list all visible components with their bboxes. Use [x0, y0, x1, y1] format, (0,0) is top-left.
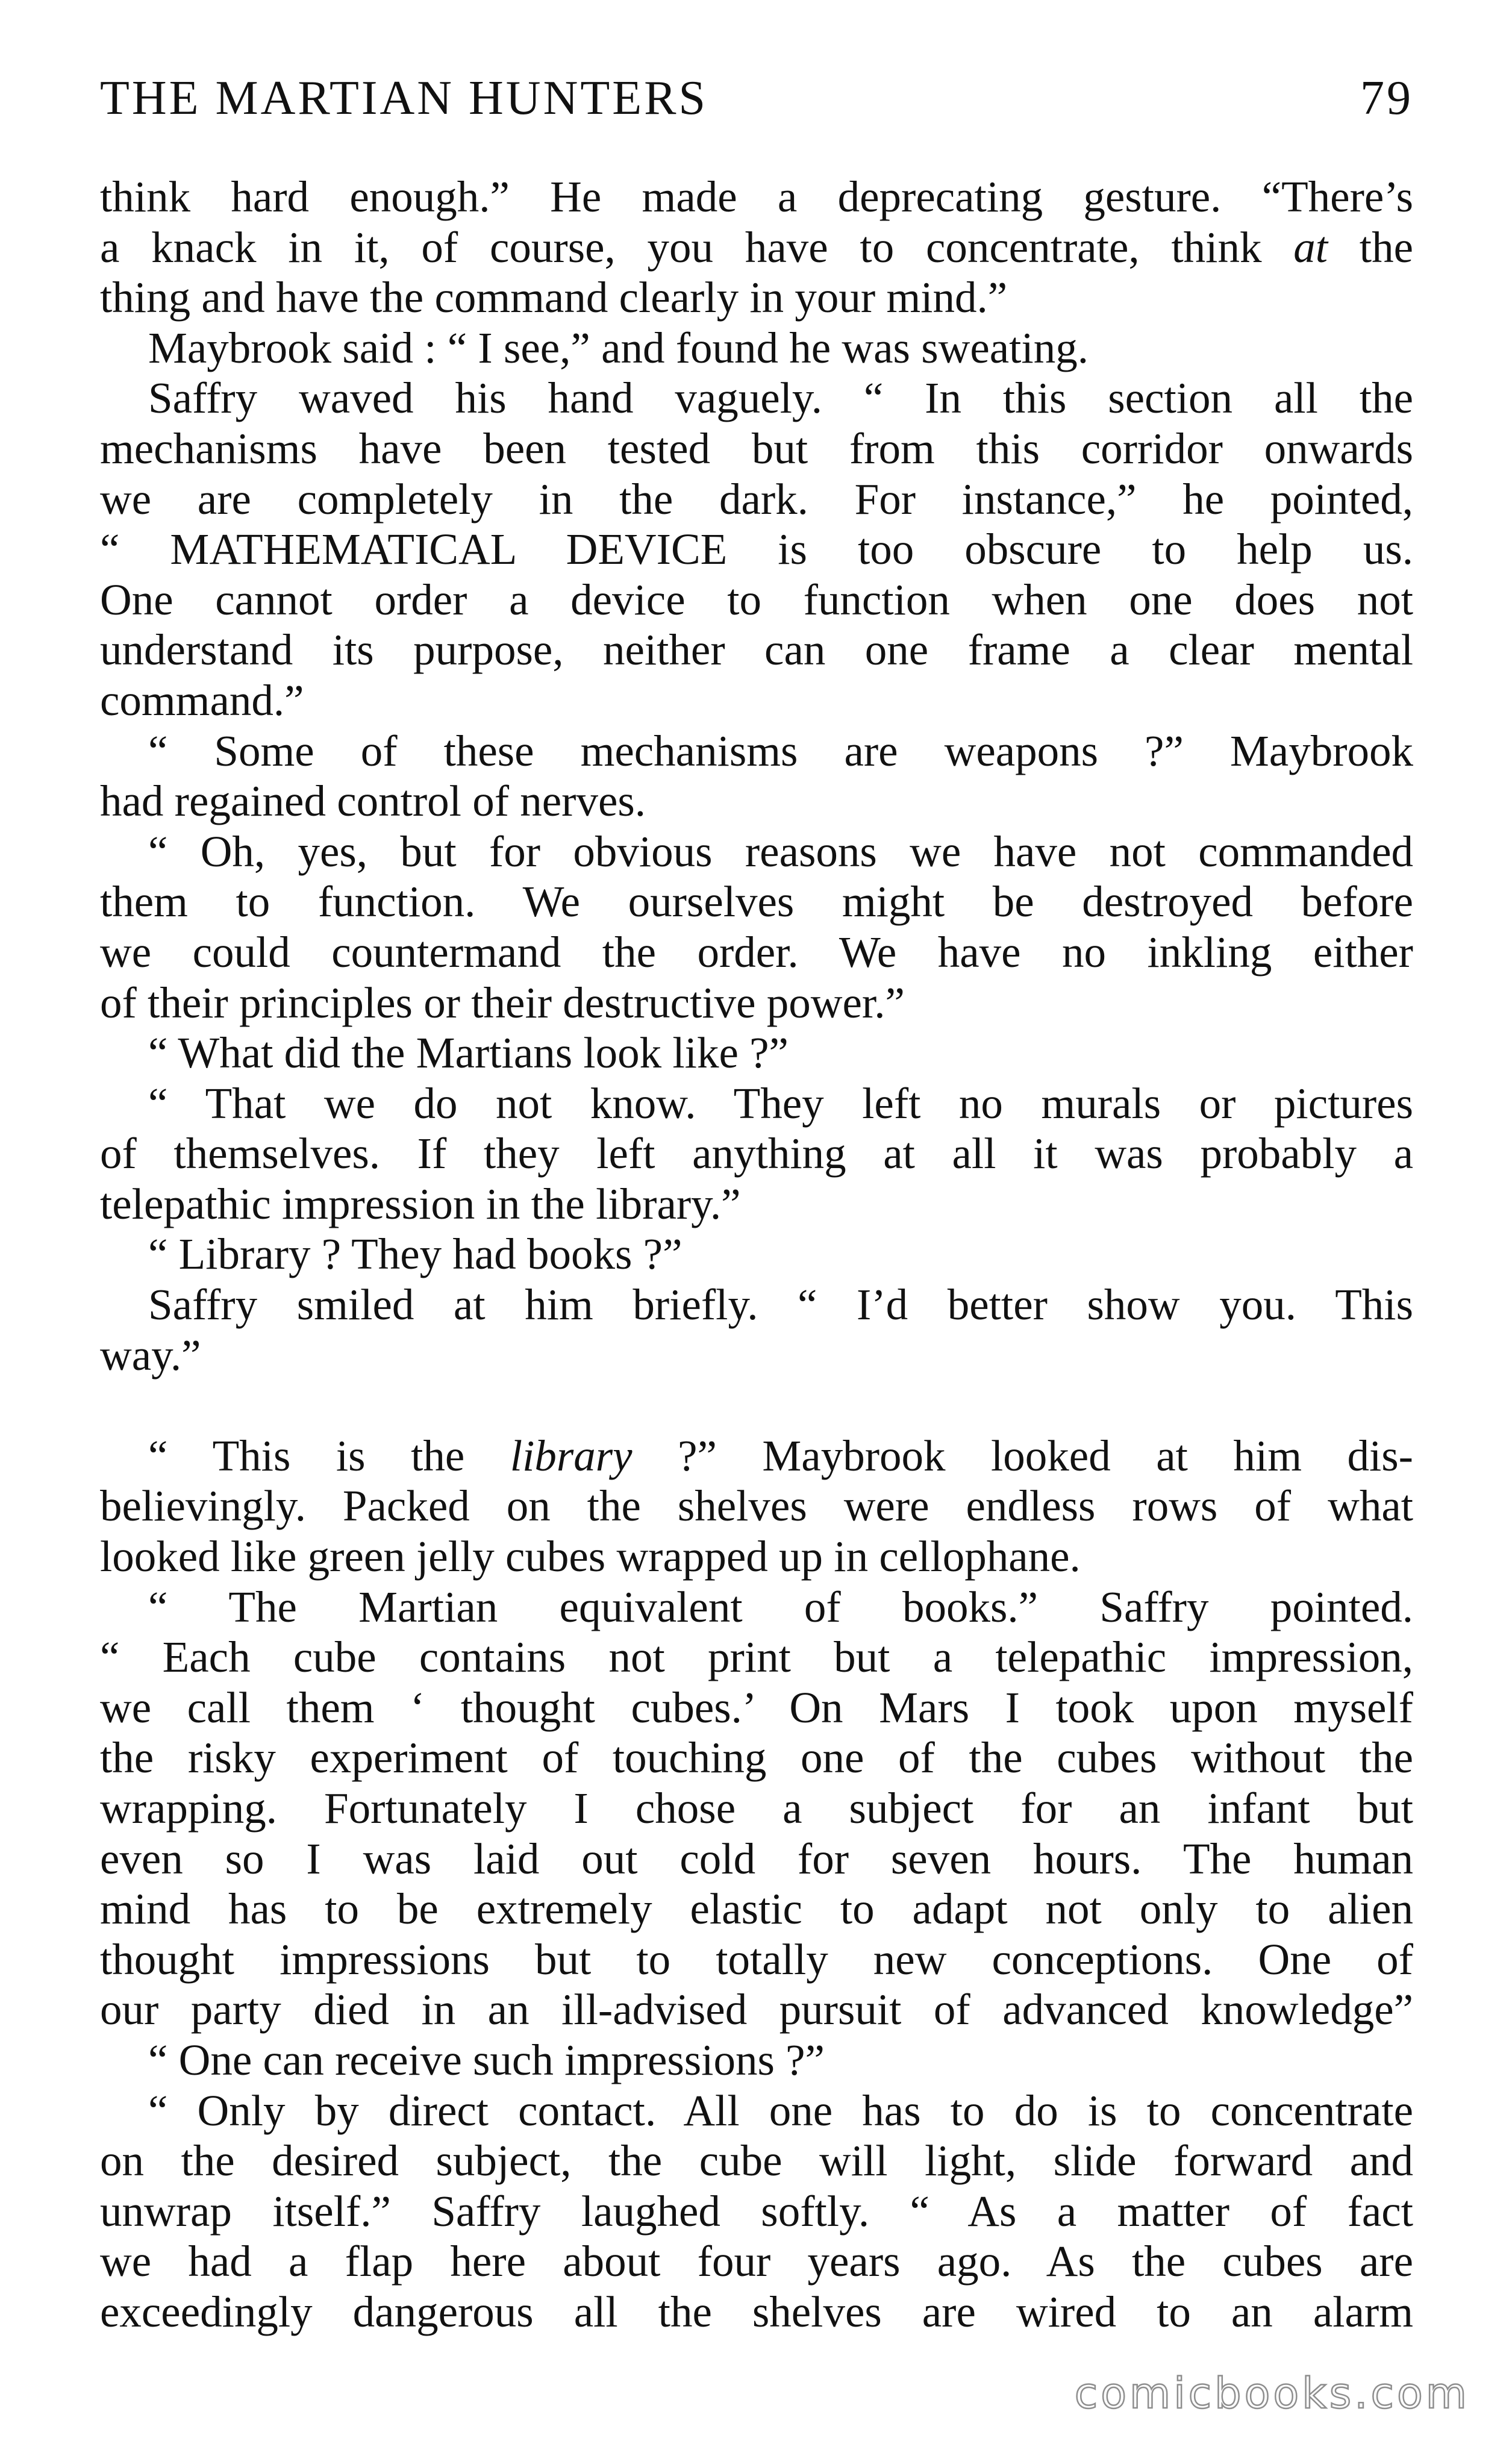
text-line: our party died in an ill-advised pursuit of advanced knowledge”	[100, 1985, 1413, 2034]
text-line: had regained control of nerves.	[100, 777, 646, 826]
text-line: thought impressions but to totally new conceptions. One of	[100, 1934, 1413, 1984]
text-line: Saffry waved his hand vaguely. “ In this section all the	[148, 373, 1413, 423]
text-line: mechanisms have been tested but from this corridor onwards	[100, 424, 1413, 473]
text-line: “ Oh, yes, but for obvious reasons we have not commanded	[148, 827, 1413, 876]
text-line: the risky experiment of touching one of the cubes without the	[100, 1733, 1413, 1783]
text-line: we could countermand the order. We have no inkling either	[100, 927, 1413, 977]
text-line: we are completely in the dark. For instance,” he pointed,	[100, 474, 1413, 524]
text-line: way.”	[100, 1330, 201, 1380]
running-head	[100, 71, 1413, 131]
text-line: of their principles or their destructive power.”	[100, 978, 905, 1027]
text-line: unwrap itself.” Saffry laughed softly. “ As a matter of fact	[100, 2186, 1413, 2236]
text-line: mind has to be extremely elastic to adapt not only to alien	[100, 1884, 1413, 1934]
text-line: understand its purpose, neither can one frame a clear mental	[100, 625, 1413, 675]
page-number: 79	[1360, 72, 1413, 125]
text-line: we had a flap here about four years ago. As the cubes are	[100, 2237, 1413, 2286]
text-line: telepathic impression in the library.”	[100, 1179, 741, 1228]
text-line: believingly. Packed on the shelves were endless rows of what	[100, 1481, 1413, 1531]
text-line: “ MATHEMATICAL DEVICE is too obscure to help us.	[100, 525, 1413, 574]
body-text	[100, 172, 1413, 2337]
site-watermark: comicbooks.com	[1074, 2369, 1470, 2418]
text-line: “ Each cube contains not print but a telepathic impression,	[100, 1633, 1413, 1682]
text-line: even so I was laid out cold for seven hours. The human	[100, 1834, 1413, 1883]
section-break	[100, 1380, 1413, 1431]
text-line: Saffry smiled at him briefly. “ I’d better show you. This	[148, 1280, 1413, 1330]
text-line: Maybrook said : “ I see,” and found he was sweating.	[148, 323, 1089, 372]
text-line: “ The Martian equivalent of books.” Saffry pointed.	[148, 1582, 1413, 1631]
text-line: on the desired subject, the cube will light, slide forward and	[100, 2136, 1413, 2186]
text-line: “ Only by direct contact. All one has to do is to concentrate	[148, 2086, 1413, 2135]
text-line: “ That we do not know. They left no murals or pictures	[148, 1078, 1413, 1128]
text-line: “ One can receive such impressions ?”	[148, 2035, 825, 2084]
text-line: them to function. We ourselves might be destroyed before	[100, 877, 1413, 927]
text-line: a knack in it, of course, you have to concentrate, think at the	[100, 222, 1413, 272]
book-title: THE MARTIAN HUNTERS	[100, 72, 708, 125]
text-line: “ Some of these mechanisms are weapons ?” Maybrook	[148, 726, 1413, 775]
text-line: of themselves. If they left anything at all it was probably a	[100, 1129, 1413, 1178]
text-line: thing and have the command clearly in your mind.”	[100, 273, 1008, 322]
text-line: “ Library ? They had books ?”	[148, 1230, 683, 1279]
text-line: exceedingly dangerous all the shelves are wired to an alarm	[100, 2287, 1413, 2336]
text-line: wrapping. Fortunately I chose a subject for an infant but	[100, 1784, 1413, 1833]
text-line: looked like green jelly cubes wrapped up in cellophane.	[100, 1532, 1081, 1581]
text-line: “ What did the Martians look like ?”	[148, 1028, 789, 1078]
text-line: command.”	[100, 675, 304, 725]
text-line: we call them ‘ thought cubes.’ On Mars I took upon myself	[100, 1683, 1413, 1732]
text-line: One cannot order a device to function when one does not	[100, 575, 1413, 624]
text-line: “ This is the library ?” Maybrook looked at him dis-	[148, 1431, 1413, 1480]
text-line: think hard enough.” He made a deprecating gesture. “There’s	[100, 172, 1413, 221]
